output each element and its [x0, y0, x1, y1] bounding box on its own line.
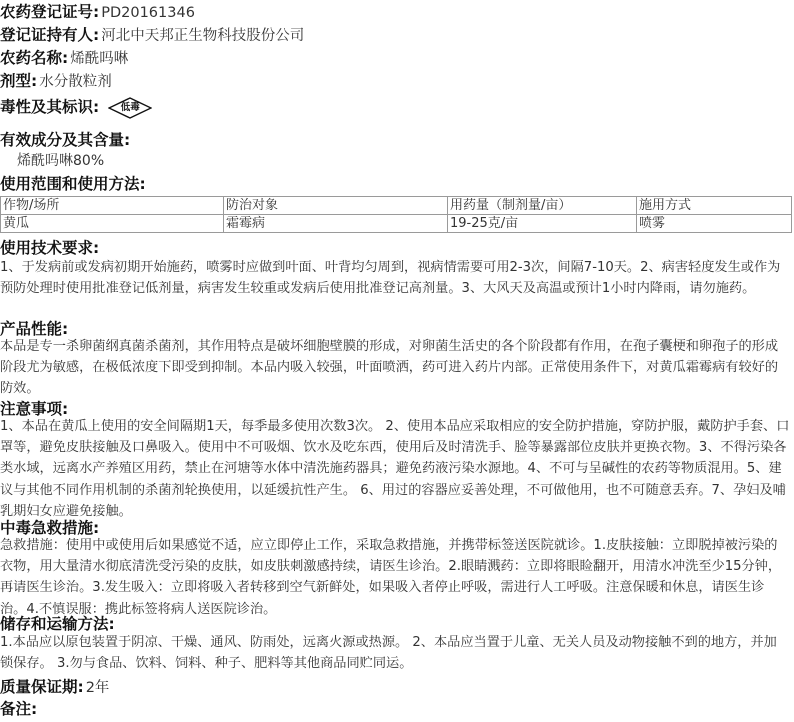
reg-no-label: 农药登记证号:	[0, 3, 100, 21]
reg-no-value: PD20161346	[101, 5, 195, 21]
table-cell: 黄瓜	[1, 215, 224, 233]
table-header-cell: 防治对象	[224, 197, 448, 215]
notes-title: 注意事项:	[0, 400, 69, 418]
form-value: 水分散粒剂	[39, 74, 112, 90]
warranty-label: 质量保证期:	[0, 678, 84, 696]
holder-row	[0, 24, 304, 46]
toxicity-row	[0, 93, 152, 121]
table-cell: 喷雾	[637, 215, 792, 233]
form-label: 剂型:	[0, 72, 38, 90]
ingredient-title: 有效成分及其含量:	[0, 131, 131, 149]
toxicity-diamond-icon	[108, 97, 152, 119]
remark-row	[0, 698, 37, 720]
table-header-cell: 用药量（制剂量/亩）	[448, 197, 637, 215]
reg-no-row	[0, 1, 195, 23]
storage-title: 储存和运输方法:	[0, 615, 115, 633]
holder-label: 登记证持有人:	[0, 26, 100, 44]
toxicity-label: 毒性及其标识:	[0, 98, 100, 116]
name-label: 农药名称:	[0, 49, 69, 67]
tech-title: 使用技术要求:	[0, 239, 100, 257]
ingredient-value: 烯酰吗啉80%	[17, 153, 105, 169]
table-header-row	[1, 197, 792, 215]
storage-text: 1.本品应以原包装置于阴凉、干燥、通风、防雨处，远离火源或热源。 2、本品应当置于儿童、无关人员及动物接触不到的地方，并加锁保存。 3.勿与食品、饮料、饲料、种子、肥料等其他商品同贮同运。	[0, 635, 777, 672]
table-cell: 霜霉病	[224, 215, 448, 233]
usage-table	[0, 196, 792, 233]
table-cell: 19-25克/亩	[448, 215, 637, 233]
firstaid-text: 急救措施：使用中或使用后如果感觉不适，应立即停止工作，采取急救措施，并携带标签送医院就诊。1.皮肤接触：立即脱掉被污染的衣物，用大量清水彻底清洗受污染的皮肤，如皮肤刺激感持续，请医生诊治。2.眼睛溅药：立即将眼睑翻开，用清水冲洗至少15分钟，再请医生诊治。3.发生吸入：立即将吸入者转移到空气新鲜处，如果吸入者停止呼吸，需进行人工呼吸。注意保暖和休息，请医生诊治。4.不慎误服：携此标签将病人送医院诊治。	[0, 538, 782, 617]
name-value: 烯酰吗啉	[70, 51, 129, 67]
table-row	[1, 215, 792, 233]
perf-text: 本品是专一杀卵菌纲真菌杀菌剂，其作用特点是破坏细胞壁膜的形成，对卵菌生活史的各个阶段都有作用，在孢子囊梗和卵孢子的形成阶段尤为敏感，在极低浓度下即受到抑制。本品内吸入较强，叶面喷洒，药可进入药片内部。正常使用条件下，对黄瓜霜霉病有较好的防效。	[0, 339, 779, 397]
notes-text: 1、本品在黄瓜上使用的安全间隔期1天，每季最多使用次数3次。 2、使用本品应采取相应的安全防护措施，穿防护服，戴防护手套、口罩等，避免皮肤接触及口鼻吸入。使用中不可吸烟、饮水及吃东西，使用后及时清洗手、脸等暴露部位皮肤并更换衣物。3、不得污染各类水域，远离水产养殖区用药，禁止在河塘等水体中清洗施药器具；避免药液污染水源地。4、不可与呈碱性的农药等物质混用。5、建议与其他不同作用机制的杀菌剂轮换使用，以延缓抗性产生。 6、用过的容器应妥善处理，不可做他用，也不可随意丢弃。7、孕妇及哺乳期妇女应避免接触。	[0, 419, 790, 519]
tech-text: 1、于发病前或发病初期开始施药，喷雾时应做到叶面、叶背均匀周到，视病情需要可用2-3次，间隔7-10天。2、病害轻度发生或作为预防处理时使用批准登记低剂量，病害发生较重或发病后使用批准登记高剂量。3、大风天及高温或预计1小时内降雨，请勿施药。	[0, 260, 781, 297]
warranty-row	[0, 676, 109, 698]
table-header-cell: 作物/场所	[1, 197, 224, 215]
usage-title: 使用范围和使用方法:	[0, 175, 146, 193]
toxicity-badge-text: 低毒	[120, 101, 140, 113]
holder-value: 河北中天邦正生物科技股份公司	[101, 28, 305, 44]
warranty-value: 2年	[85, 680, 110, 696]
perf-title: 产品性能:	[0, 320, 69, 338]
name-row	[0, 47, 128, 69]
table-header-cell: 施用方式	[637, 197, 792, 215]
remark-label: 备注:	[0, 700, 38, 718]
firstaid-title: 中毒急救措施:	[0, 519, 100, 537]
form-row	[0, 70, 112, 92]
